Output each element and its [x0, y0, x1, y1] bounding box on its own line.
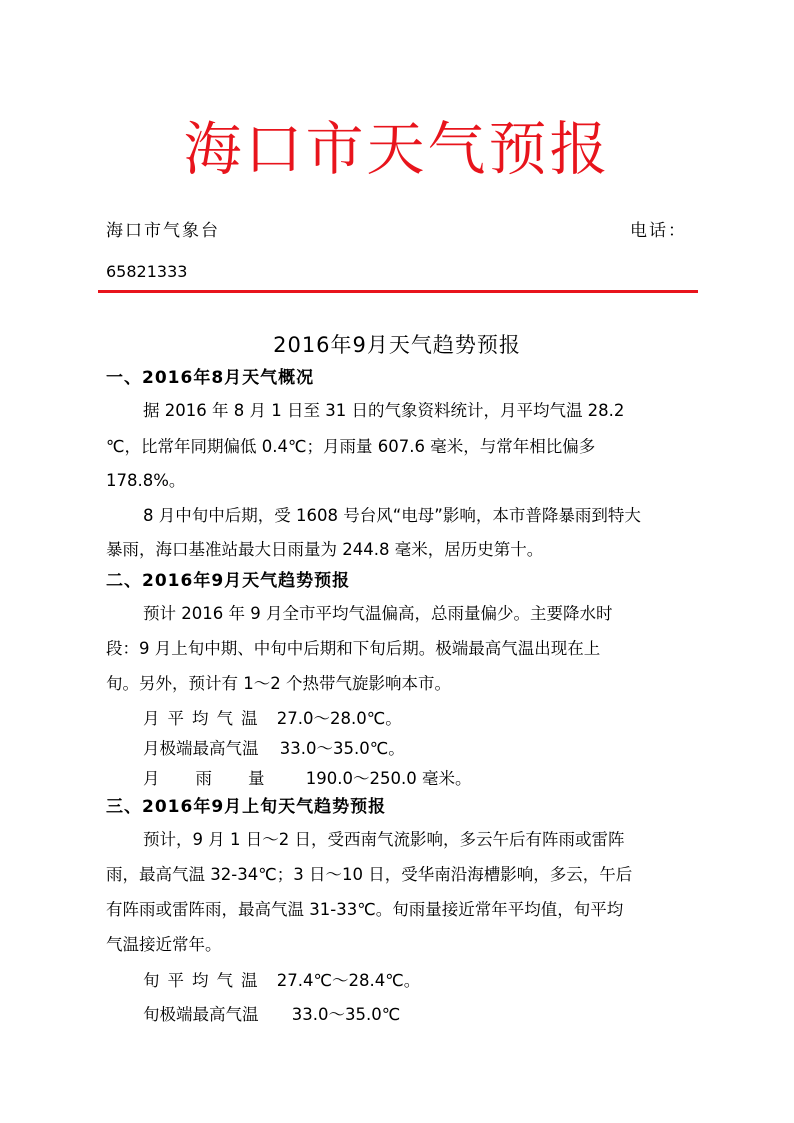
- header-divider: [98, 290, 698, 293]
- phone-label: 电话：: [630, 221, 687, 241]
- item-label: 月极端最高气温: [143, 739, 259, 758]
- item-value: 33.0～35.0℃: [291, 1005, 401, 1024]
- item-label: 月平均气温: [143, 709, 266, 728]
- section-1-paragraph-2-line-2: 暴雨，海口基准站最大日雨量为 244.8 毫米，居历史第十。: [106, 540, 544, 559]
- forecast-item: [143, 968, 420, 994]
- section-2-paragraph-line-1: 预计 2016 年 9 月全市平均气温偏高，总雨量偏少。主要降水时: [143, 604, 613, 623]
- page-title: 海口市天气预报: [183, 115, 611, 183]
- forecast-item: [143, 706, 402, 732]
- item-label: 旬极端最高气温: [143, 1005, 259, 1024]
- section-3-paragraph-line-3: 有阵雨或雷阵雨，最高气温 31-33℃。旬雨量接近常年平均值，旬平均: [106, 900, 624, 919]
- item-label: 月雨量: [143, 769, 301, 788]
- phone-number: 65821333: [106, 262, 188, 281]
- section-2-paragraph-line-3: 旬。另外，预计有 1～2 个热带气旋影响本市。: [106, 674, 451, 693]
- section-1-paragraph-1-line-1: 据 2016 年 8 月 1 日至 31 日的气象资料统计，月平均气温 28.2: [143, 401, 625, 420]
- item-value: 27.0～28.0℃。: [276, 709, 402, 728]
- section-3-paragraph-line-4: 气温接近常年。: [106, 935, 222, 954]
- forecast-item: [143, 766, 471, 792]
- section-2-heading: 二、2016年9月天气趋势预报: [106, 571, 351, 591]
- item-value: 33.0～35.0℃。: [279, 739, 405, 758]
- forecast-item: [143, 1002, 400, 1028]
- section-3-paragraph-line-2: 雨，最高气温 32-34℃；3 日～10 日，受华南沿海槽影响，多云，午后: [106, 865, 633, 884]
- section-1-paragraph-1-line-2: ℃，比常年同期偏低 0.4℃；月雨量 607.6 毫米，与常年相比偏多: [106, 437, 596, 456]
- section-3-paragraph-line-1: 预计，9 月 1 日～2 日，受西南气流影响，多云午后有阵雨或雷阵: [143, 830, 625, 849]
- document-title: 2016年9月天气趋势预报: [273, 333, 521, 357]
- section-1-paragraph-2-line-1: 8 月中旬中后期，受 1608 号台风“电母”影响，本市普降暴雨到特大: [143, 506, 641, 525]
- item-value: 190.0～250.0 毫米。: [305, 769, 472, 788]
- section-3-heading: 三、2016年9月上旬天气趋势预报: [106, 797, 387, 817]
- item-label: 旬平均气温: [143, 971, 266, 990]
- issuing-organization: 海口市气象台: [106, 221, 220, 241]
- forecast-item: [143, 736, 405, 762]
- item-value: 27.4℃～28.4℃。: [276, 971, 421, 990]
- section-2-paragraph-line-2: 段：9 月上旬中期、中旬中后期和下旬后期。极端最高气温出现在上: [106, 639, 601, 658]
- section-1-heading: 一、2016年8月天气概况: [106, 368, 315, 388]
- section-1-paragraph-1-line-3: 178.8%。: [106, 471, 186, 490]
